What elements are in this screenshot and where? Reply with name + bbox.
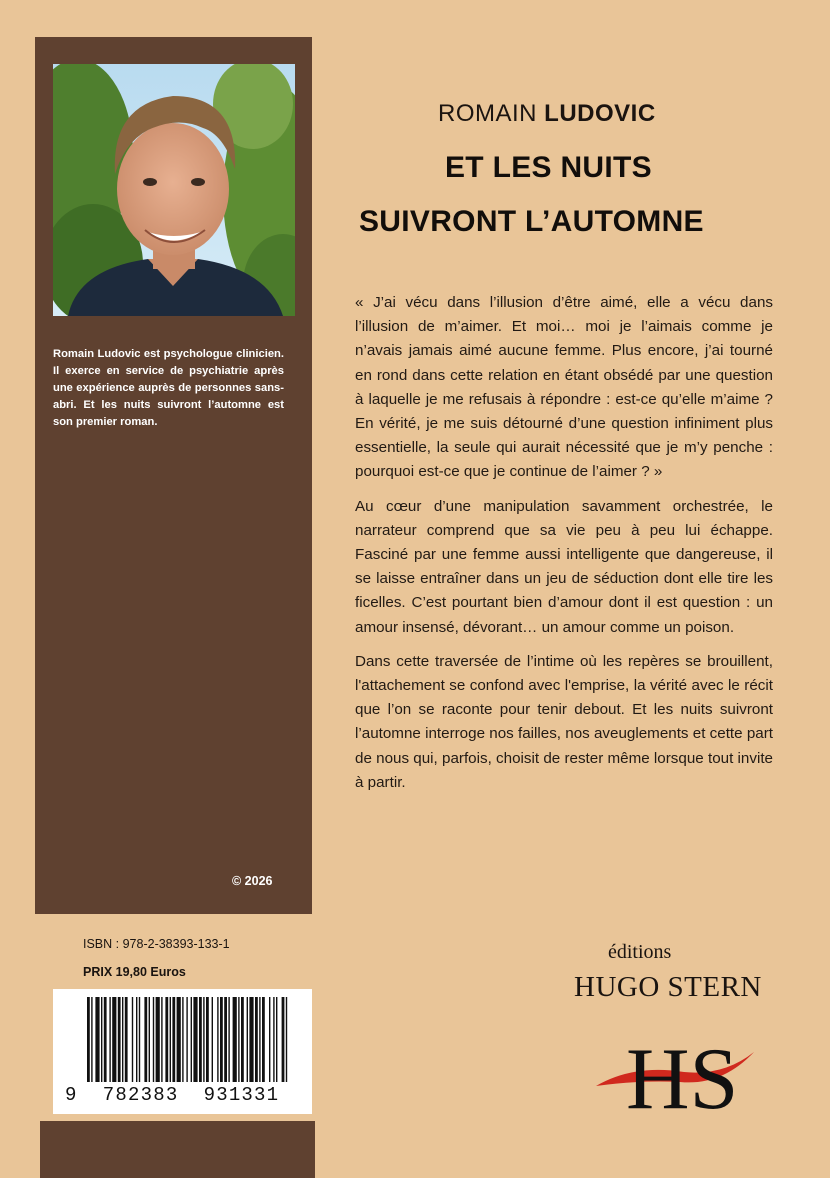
barcode-digits: 9 782383 931331: [65, 1084, 280, 1106]
barcode-bar: [241, 997, 244, 1082]
barcode-bar: [228, 997, 229, 1082]
barcode-bar: [104, 997, 107, 1082]
barcode-bar: [139, 997, 140, 1082]
barcode-bar: [118, 997, 121, 1082]
barcode-bar: [220, 997, 223, 1082]
barcode-bar: [269, 997, 270, 1082]
book-title-line-2: SUIVRONT L’AUTOMNE: [359, 205, 704, 238]
barcode-bar: [149, 997, 150, 1082]
author-bio-text: Romain Ludovic est psychologue clinicien. Il exerce en service de psychiatrie après une expérience auprès de personnes sans-abri. Et les nuits suivront l’automne est son premier roman.: [53, 348, 284, 428]
barcode-bar: [109, 997, 110, 1082]
blurb-paragraph-2: Au cœur d’une manipulation savamment orchestrée, le narrateur comprend que sa vie peu à peu lui échappe. Fasciné par une femme aussi intelligente que dangereuse, il se laisse entraîner dans un jeu de séduction dont elle tire les ficelles. C’est pourtant bien d’amour dont il est question : un amour insensé, dévorant… un amour comme un poison.: [355, 497, 773, 636]
book-title-line-1: ET LES NUITS: [445, 151, 652, 184]
barcode-bar: [125, 997, 128, 1082]
publisher-logo: [594, 1024, 758, 1116]
barcode-bar: [156, 997, 160, 1082]
author-photo: [53, 64, 295, 316]
copyright: © 2026: [232, 874, 273, 888]
bottom-brown-band: [40, 1121, 315, 1178]
barcode-bar: [170, 997, 171, 1082]
barcode-bar: [276, 997, 277, 1082]
publisher-name: HUGO STERN: [574, 971, 762, 1003]
blurb-paragraph-3: Dans cette traversée de l’intime où les repères se brouillent, l'attachement se confond avec l'emprise, la vérité avec le récit que l’on se raconte pour tenir debout. Et les nuits suivront l’automne interroge nos failles, nos aveuglements et cette part de nous qui, parfois, choisit de rester même lorsque tout invite à partir.: [355, 652, 773, 791]
barcode: [53, 989, 312, 1114]
barcode-bar: [249, 997, 253, 1082]
barcode-bar: [186, 997, 187, 1082]
author-last-name: LUDOVIC: [544, 100, 656, 127]
author-bio: [53, 346, 284, 431]
barcode-bar: [193, 997, 197, 1082]
barcode-bar: [212, 997, 213, 1082]
barcode-bar: [91, 997, 92, 1082]
barcode-bar: [165, 997, 168, 1082]
price: PRIX 19,80 Euros: [83, 965, 186, 979]
barcode-bar: [122, 997, 123, 1082]
barcode-bar: [273, 997, 274, 1082]
barcode-bar: [282, 997, 285, 1082]
barcode-bar: [182, 997, 183, 1082]
back-cover-blurb: [355, 291, 773, 805]
barcode-bar: [259, 997, 260, 1082]
barcode-bar: [144, 997, 147, 1082]
barcode-bar: [112, 997, 116, 1082]
barcode-bar: [206, 997, 209, 1082]
barcode-bar: [247, 997, 248, 1082]
barcode-bar: [132, 997, 133, 1082]
blurb-paragraph-1: « J’ai vécu dans l’illusion d’être aimé, elle a vécu dans l’illusion de m’aimer. Et moi… moi je l’aimais comme je n’avais jamais aimé aucune femme. Plus encore, j’ai tourné en rond dans cette relation en étant obsédé par une question à laquelle je me refusais à répondre : est-ce qu’elle m’aime ? En vérité, je me suis détourné d’une question infiniment plus essentielle, la seule qui aurait nécessité que je m’y penche : pourquoi est-ce que je continue de l’aimer ? »: [355, 294, 773, 481]
author-name: [438, 100, 698, 128]
barcode-bar: [233, 997, 237, 1082]
barcode-bar: [199, 997, 202, 1082]
barcode-bar: [153, 997, 154, 1082]
barcode-bar: [177, 997, 181, 1082]
publisher-logo-letters: HS: [626, 1031, 739, 1116]
barcode-bar: [136, 997, 137, 1082]
isbn: ISBN : 978-2-38393-133-1: [83, 937, 230, 951]
barcode-bar: [161, 997, 162, 1082]
barcode-bar: [203, 997, 204, 1082]
barcode-bar: [238, 997, 239, 1082]
barcode-bar: [262, 997, 265, 1082]
barcode-bar: [286, 997, 287, 1082]
barcode-bar: [172, 997, 175, 1082]
barcode-bar: [95, 997, 99, 1082]
barcode-bar: [87, 997, 90, 1082]
publisher-label: éditions: [608, 941, 672, 963]
barcode-bar: [224, 997, 227, 1082]
barcode-bar: [255, 997, 258, 1082]
barcode-bar: [191, 997, 192, 1082]
author-first-name: ROMAIN: [438, 100, 537, 127]
barcode-bar: [101, 997, 102, 1082]
barcode-bar: [217, 997, 218, 1082]
